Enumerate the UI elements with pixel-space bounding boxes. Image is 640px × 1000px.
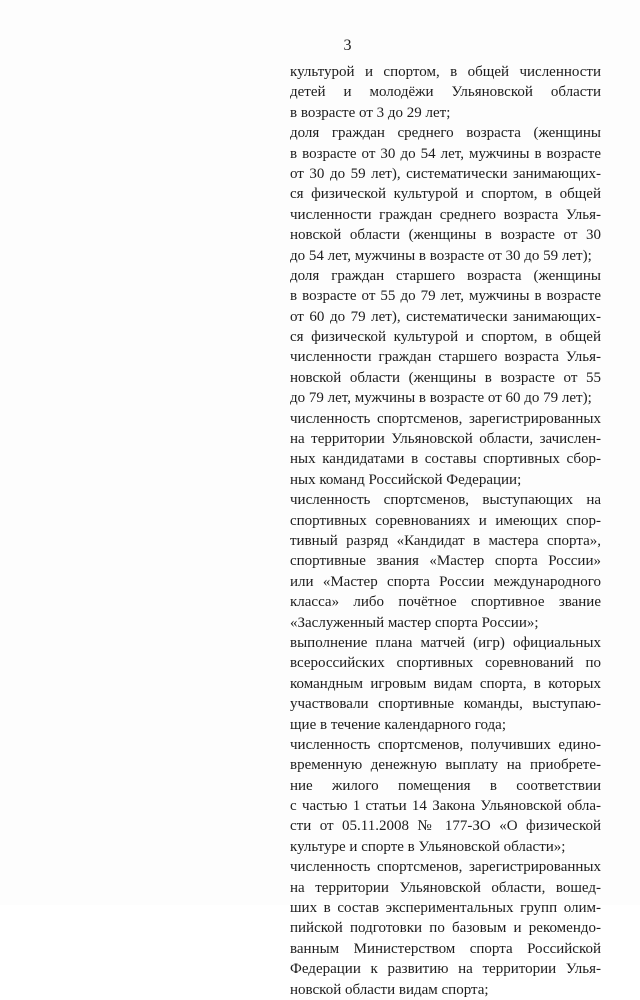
text-line: в возрасте от 55 до 79 лет, мужчины в возрасте xyxy=(290,288,601,305)
text-line: пийской подготовки по базовым и рекомендо- xyxy=(290,920,601,937)
text-line: на территории Ульяновской области, зачислен- xyxy=(290,431,601,448)
text-line: ших в состав экспериментальных групп олим- xyxy=(290,900,601,917)
text-line: спортивные звания «Мастер спорта России» xyxy=(290,553,601,570)
text-line: до 79 лет, мужчины в возрасте от 60 до 79 лет); xyxy=(290,390,592,407)
text-line: новской области видам спорта; xyxy=(290,981,489,998)
text-line: до 54 лет, мужчины в возрасте от 30 до 59 лет); xyxy=(290,247,592,264)
text-line: на территории Ульяновской области, вошед- xyxy=(290,879,601,896)
text-line: всероссийских спортивных соревнований по xyxy=(290,655,601,672)
page-number: 3 xyxy=(343,37,352,54)
text-line: ся физической культурой и спортом, в общей xyxy=(290,186,601,203)
text-line: от 30 до 59 лет), систематически занимающих- xyxy=(290,165,601,182)
text-line: от 60 до 79 лет), систематически занимающих- xyxy=(290,308,601,325)
text-line: «Заслуженный мастер спорта России»; xyxy=(290,614,539,631)
text-line: ся физической культурой и спортом, в общей xyxy=(290,329,601,346)
text-line: численность спортсменов, выступающих на xyxy=(290,492,601,509)
text-line: ние жилого помещения в соответствии xyxy=(290,777,601,794)
text-line: ных команд Российской Федерации; xyxy=(290,471,522,488)
text-line: ных кандидатами в составы спортивных сбор- xyxy=(290,451,601,468)
text-line: временную денежную выплату на приобрете- xyxy=(290,757,601,774)
text-line: новской области (женщины в возрасте от 30 xyxy=(290,227,601,244)
text-line: сти от 05.11.2008 № 177-ЗО «О физической xyxy=(290,818,601,835)
text-line: численность спортсменов, получивших едино- xyxy=(290,736,601,753)
text-line: новской области (женщины в возрасте от 55 xyxy=(290,369,601,386)
text-line: выполнение плана матчей (игр) официальных xyxy=(290,634,601,651)
text-line: участвовали спортивные команды, выступаю- xyxy=(290,696,601,713)
document-body xyxy=(290,62,601,1000)
text-line: детей и молодёжи Ульяновской области xyxy=(290,84,601,101)
text-line: культуре и спорте в Ульяновской области»; xyxy=(290,838,566,855)
text-line: ванным Министерством спорта Российской xyxy=(290,940,601,957)
text-line: Федерации к развитию на территории Улья- xyxy=(290,961,601,978)
text-line: в возрасте от 3 до 29 лет; xyxy=(290,104,451,121)
text-line: щие в течение календарного года; xyxy=(290,716,506,733)
text-line: численности граждан старшего возраста Улья- xyxy=(290,349,601,366)
text-line: численности граждан среднего возраста Улья- xyxy=(290,206,601,223)
text-line: в возрасте от 30 до 54 лет, мужчины в возрасте xyxy=(290,145,601,162)
text-line: доля граждан старшего возраста (женщины xyxy=(290,267,601,284)
text-line: командным игровым видам спорта, в которых xyxy=(290,675,601,692)
text-line: численность спортсменов, зарегистрированных xyxy=(290,859,601,876)
text-line: тивный разряд «Кандидат в мастера спорта», xyxy=(290,532,601,549)
text-line: численность спортсменов, зарегистрированных xyxy=(290,410,601,427)
text-line: класса» либо почётное спортивное звание xyxy=(290,594,601,611)
text-line: спортивных соревнованиях и имеющих спор- xyxy=(290,512,601,529)
text-line: с частью 1 статьи 14 Закона Ульяновской обла- xyxy=(290,798,601,815)
text-line: культурой и спортом, в общей численности xyxy=(290,64,601,80)
text-line: или «Мастер спорта России международного xyxy=(290,573,601,590)
text-line: доля граждан среднего возраста (женщины xyxy=(290,125,601,142)
